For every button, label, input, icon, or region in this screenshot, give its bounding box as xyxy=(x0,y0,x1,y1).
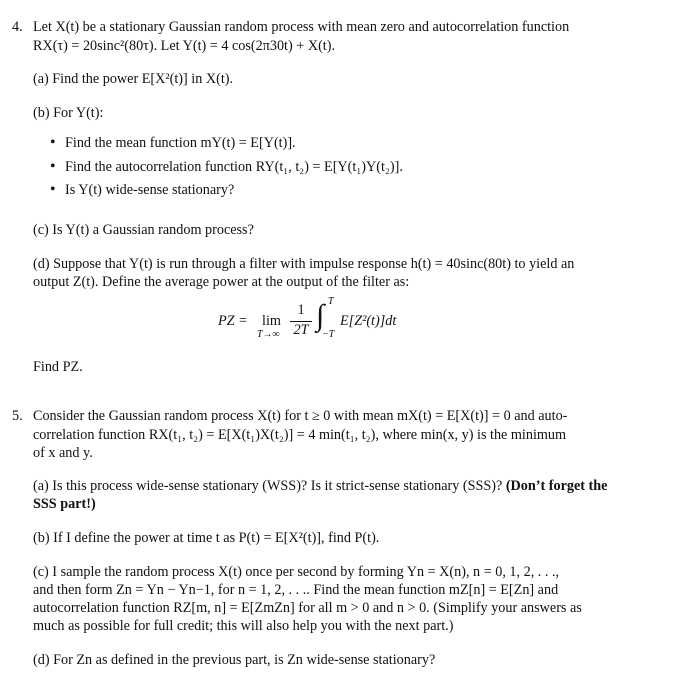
problem-4-bullet-2: Find the autocorrelation function RY(t₁, t₂) = E[Y(t₁)Y(t₂)]. xyxy=(65,159,403,175)
problem-4-bullet-3: Is Y(t) wide-sense stationary? xyxy=(65,182,235,198)
problem-4-number: 4. xyxy=(12,19,23,35)
problem-5-part-a-emphasis-cont: SSS part!) xyxy=(33,496,96,512)
equation-lim: lim xyxy=(262,313,281,329)
problem-4-bullet-1: Find the mean function mY(t) = E[Y(t)]. xyxy=(65,135,296,151)
problem-5-part-c-line-2: and then form Zn = Yn − Yn−1, for n = 1, 2, . . .. Find the mean function mZ[n] = E[Zn] and xyxy=(33,582,559,598)
problem-5-part-a-text: (a) Is this process wide-sense stationary (WSS)? Is it strict-sense stationary (SSS)? xyxy=(33,478,503,494)
problem-4-part-d-line-1: (d) Suppose that Y(t) is run through a filter with impulse response h(t) = 40sinc(80t) to yield an xyxy=(33,256,575,272)
problem-5-intro-line-2: correlation function RX(t₁, t₂) = E[X(t₁)X(t₂)] = 4 min(t₁, t₂), where min(x, y) is the minimum xyxy=(33,427,567,443)
problem-4-part-d-line-2: output Z(t). Define the average power at the output of the filter as: xyxy=(33,274,410,290)
problem-5-part-a-line-1 xyxy=(33,477,607,496)
problem-5-part-a-line-2 xyxy=(33,495,96,514)
problem-5-part-c-line-1: (c) I sample the random process X(t) once per second by forming Yn = X(n), n = 0, 1, 2, . . ., xyxy=(33,564,560,580)
problem-5-part-c-line-4: much as possible for full credit; this will also help you with the next part.) xyxy=(33,618,454,634)
equation-integral-upper: T xyxy=(328,296,334,307)
equation-integral-lower: −T xyxy=(322,329,335,340)
problem-4-intro-line-2: RX(τ) = 20sinc²(80τ). Let Y(t) = 4 cos(2π30t) + X(t). xyxy=(33,38,336,54)
bullet-dot-icon: • xyxy=(50,134,56,151)
equation-fraction-numerator: 1 xyxy=(297,302,305,318)
bullet-dot-icon: • xyxy=(50,181,56,198)
equation-lhs: PZ = xyxy=(218,313,248,329)
problem-4-find: Find PZ. xyxy=(33,359,83,375)
problem-5-intro-line-1: Consider the Gaussian random process X(t) for t ≥ 0 with mean mX(t) = E[X(t)] = 0 and auto- xyxy=(33,408,568,424)
problem-4-intro-line-1: Let X(t) be a stationary Gaussian random process with mean zero and autocorrelation function xyxy=(33,19,570,35)
problem-5-number: 5. xyxy=(12,408,23,424)
problem-4-part-c: (c) Is Y(t) a Gaussian random process? xyxy=(33,222,254,238)
equation-fraction-denominator: 2T xyxy=(293,322,309,338)
problem-5-part-c-line-3: autocorrelation function RZ[m, n] = E[ZmZn] for all m > 0 and n > 0. (Simplify your answers as xyxy=(33,600,582,616)
bullet-dot-icon: • xyxy=(50,158,56,175)
problem-5-part-a-emphasis: (Don’t forget the xyxy=(505,478,608,494)
equation-integral-sign: ∫ xyxy=(316,299,325,332)
problem-5-part-d: (d) For Zn as defined in the previous part, is Zn wide-sense stationary? xyxy=(33,652,436,668)
problem-4-part-b: (b) For Y(t): xyxy=(33,105,104,121)
problem-5-intro-line-3: of x and y. xyxy=(33,445,93,461)
equation-integrand: E[Z²(t)]dt xyxy=(340,313,397,329)
equation-lim-subscript: T→∞ xyxy=(257,329,280,340)
problem-5-part-b: (b) If I define the power at time t as P(t) = E[X²(t)], find P(t). xyxy=(33,530,380,546)
problem-4-part-a: (a) Find the power E[X²(t)] in X(t). xyxy=(33,71,234,87)
